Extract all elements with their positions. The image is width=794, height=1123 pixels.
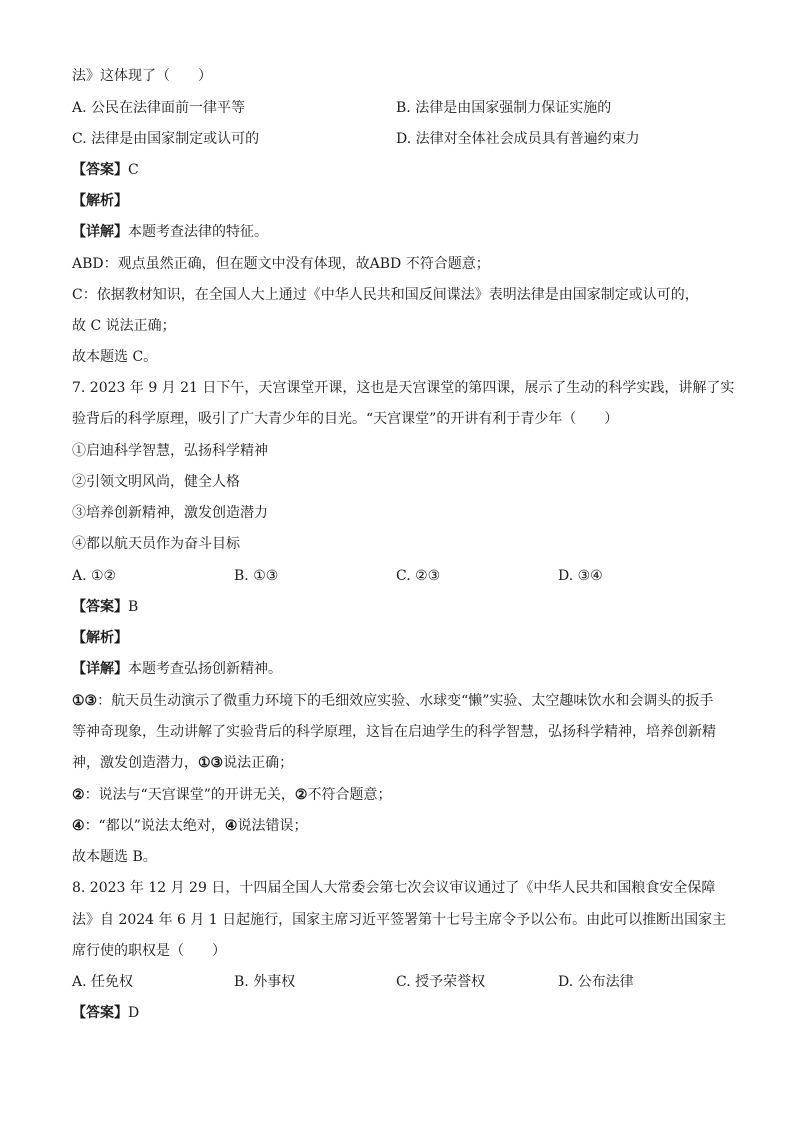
item-ref: ①③ [198,755,224,771]
q6-option-b: B. 法律是由国家强制力保证实施的 [396,100,612,116]
answer-label: 【答案】 [72,599,128,615]
q7-explanation-line [72,753,293,773]
item-ref: ①③ [72,693,98,709]
q7-conclusion: 故本题选 B。 [72,849,157,865]
q7-explanation-line: 等神奇现象，生动讲解了实验背后的科学原理，这旨在启迪学生的科学智慧，弘扬科学精神，培养创新精 [72,724,716,740]
explanation-text: 说法错误； [237,818,308,834]
q7-item-3: ③培养创新精神，激发创造潜力 [72,505,268,521]
q7-item-2: ②引领文明风尚，健全人格 [72,474,240,490]
q7-stem-line: 验背后的科学原理，吸引了广大青少年的目光。“天宫课堂”的开讲有利于青少年（ ） [72,411,619,427]
explanation-text: 不符合题意； [307,787,392,803]
q7-explanation-line [72,816,307,836]
q8-answer [72,1003,139,1023]
detail-text: 本题考查弘扬创新精神。 [128,661,282,677]
q7-item-4: ④都以航天员作为奋斗目标 [72,536,240,552]
q7-explanation-line [72,691,713,711]
answer-value: D [128,1005,140,1021]
q8-option-b: B. 外事权 [234,974,296,990]
answer-label: 【答案】 [72,162,128,178]
explanation-text: ：说法与“天宫课堂”的开讲无关， [84,787,295,803]
q6-conclusion: 故本题选 C。 [72,349,158,365]
q8-option-c: C. 授予荣誉权 [396,974,486,990]
q7-answer [72,597,138,617]
explanation-text: ：“都以”说法太绝对， [84,818,225,834]
detail-text: 本题考查法律的特征。 [128,224,268,240]
answer-value: B [128,599,139,615]
explanation-text: ：航天员生动演示了微重力环境下的毛细效应实验、水球变“懒”实验、太空趣味饮水和会调头的扳手 [97,693,714,709]
answer-label: 【答案】 [72,1005,128,1021]
q6-analysis-label: 【解析】 [72,193,128,209]
q6-explanation-line: ABD：观点虽然正确，但在题文中没有体现，故ABD 不符合题意； [72,256,490,272]
q6-option-a: A. 公民在法律面前一律平等 [72,100,246,116]
detail-label: 【详解】 [72,224,128,240]
q6-option-d: D. 法律对全体社会成员具有普遍约束力 [396,131,640,147]
item-ref: ④ [224,818,238,834]
answer-value: C [128,162,139,178]
q6-explanation-line: C：依据教材知识，在全国人大上通过《中华人民共和国反间谍法》表明法律是由国家制定或认可的， [72,287,699,303]
q7-stem-line: 7. 2023 年 9 月 21 日下午，天宫课堂开课，这也是天宫课堂的第四课，展示了生动的科学实践，讲解了实 [72,380,735,396]
q6-detail [72,222,268,242]
explanation-text: 说法正确； [223,755,294,771]
q6-stem-tail: 法》这体现了（ ） [72,68,212,84]
q7-option-a: A. ①② [72,568,117,584]
q8-option-a: A. 任免权 [72,974,134,990]
q7-item-1: ①启迪科学智慧，弘扬科学精神 [72,443,268,459]
q7-explanation-line [72,785,391,805]
explanation-text: 神，激发创造潜力， [72,755,198,771]
q8-stem-line: 8. 2023 年 12 月 29 日，十四届全国人大常委会第七次会议审议通过了《中华人民共和国粮食安全保障 [72,880,716,896]
item-ref: ② [72,787,85,803]
q8-stem-line: 法》自 2024 年 6 月 1 日起施行，国家主席习近平签署第十七号主席令予以公布。由此可以推断出国家主 [72,912,727,928]
detail-label: 【详解】 [72,661,128,677]
q7-option-b: B. ①③ [234,568,279,584]
q8-option-d: D. 公布法律 [558,974,634,990]
q6-explanation-line: 故 C 说法正确； [72,318,176,334]
q7-detail [72,659,282,679]
q8-stem-line: 席行使的职权是（ ） [72,943,226,959]
q7-option-d: D. ③④ [558,568,603,584]
item-ref: ④ [72,818,85,834]
q7-option-c: C. ②③ [396,568,441,584]
item-ref: ② [294,787,308,803]
q7-analysis-label: 【解析】 [72,630,128,646]
q6-option-c: C. 法律是由国家制定或认可的 [72,131,260,147]
q6-answer [72,160,139,180]
